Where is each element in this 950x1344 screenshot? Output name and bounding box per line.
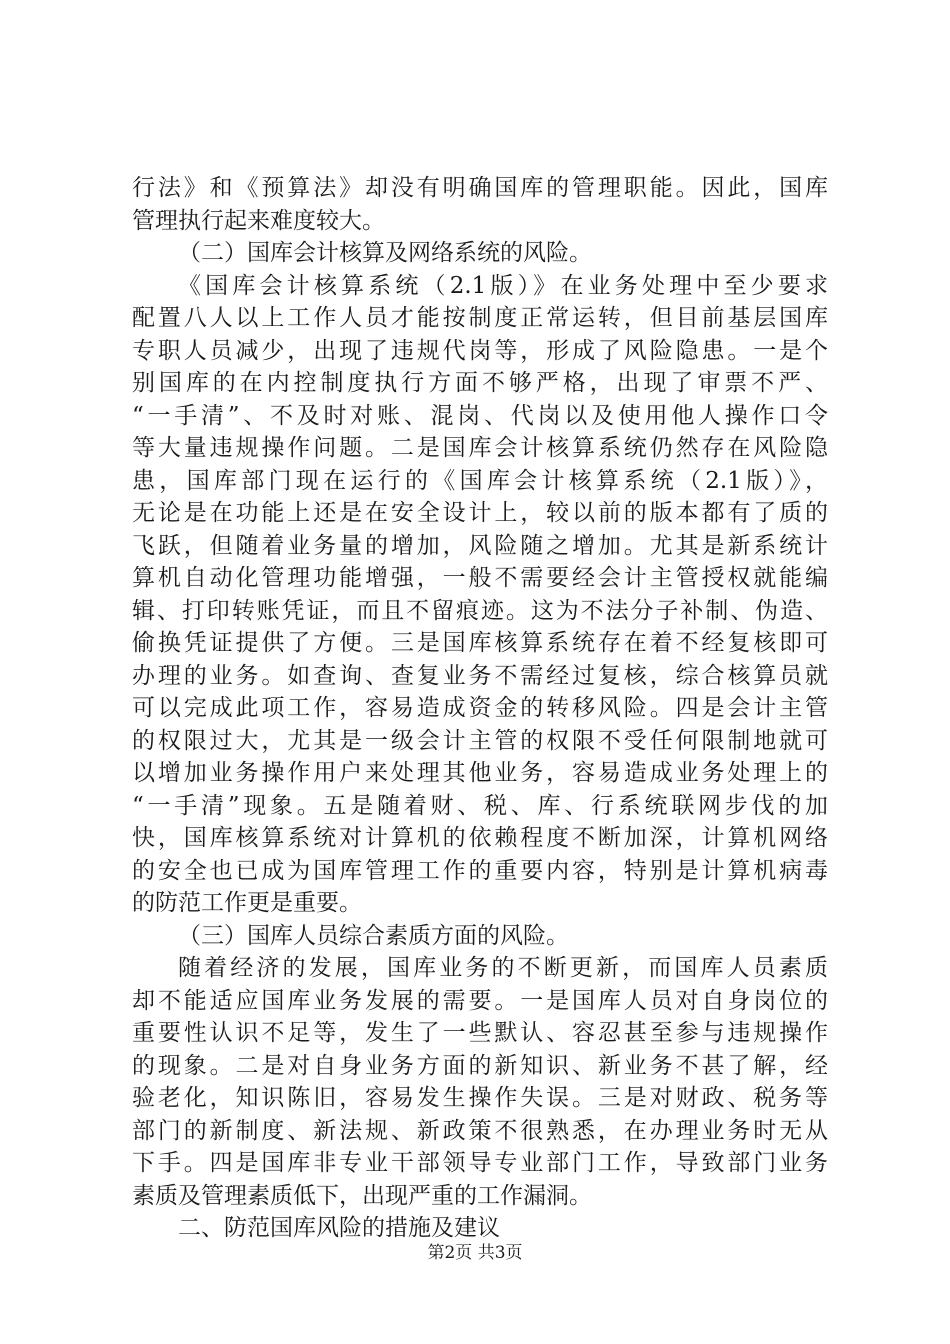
text-line: 的现象。二是对自身业务方面的新知识、新业务不甚了解，经 [132, 1052, 828, 1079]
text-line: 《国库会计核算系统（2.1版）》在业务处理中至少要求 [178, 272, 828, 299]
text-line: 的防范工作更是重要。 [132, 890, 362, 916]
text-line: 以增加业务操作用户来处理其他业务，容易造成业务处理上的 [132, 760, 828, 786]
text-line: 验老化，知识陈旧，容易发生操作失误。三是对财政、税务等 [132, 1085, 828, 1111]
text-line: 下手。四是国库非专业干部领导专业部门工作，导致部门业务 [132, 1150, 828, 1176]
text-line: 却不能适应国库业务发展的需要。一是国库人员对自身岗位的 [132, 987, 828, 1014]
text-line: 管理执行起来难度较大。 [132, 207, 385, 234]
text-line: 等大量违规操作问题。二是国库会计核算系统仍然存在风险隐 [132, 435, 828, 461]
text-line: 办理的业务。如查询、查复业务不需经过复核，综合核算员就 [132, 662, 828, 689]
page-footer: 第2页 共3页 [427, 1243, 523, 1263]
document-body [132, 172, 828, 1245]
text-line: “一手清”、不及时对账、混岗、代岗以及使用他人操作口令 [132, 402, 828, 429]
text-line: 配置八人以上工作人员才能按制度正常运转，但目前基层国库 [132, 305, 828, 331]
text-line: 部门的新制度、新法规、新政策不很熟悉，在办理业务时无从 [132, 1117, 828, 1144]
text-line: 行法》和《预算法》却没有明确国库的管理职能。因此，国库 [132, 175, 828, 201]
text-line: （二）国库会计核算及网络系统的风险。 [178, 240, 592, 266]
text-line: 专职人员减少，出现了违规代岗等，形成了风险隐患。一是个 [132, 337, 828, 364]
text-line: 算机自动化管理功能增强，一般不需要经会计主管授权就能编 [132, 565, 828, 591]
text-line: 的安全也已成为国库管理工作的重要内容，特别是计算机病毒 [132, 857, 828, 884]
text-line: 无论是在功能上还是在安全设计上，较以前的版本都有了质的 [132, 500, 828, 526]
text-line: 随着经济的发展，国库业务的不断更新，而国库人员素质 [178, 955, 828, 981]
text-line: 飞跃，但随着业务量的增加，风险随之增加。尤其是新系统计 [132, 532, 828, 559]
text-line: “一手清”现象。五是随着财、税、库、行系统联网步伐的加 [132, 792, 828, 819]
text-line: 二、防范国库风险的措施及建议 [178, 1215, 500, 1241]
text-line: 快，国库核算系统对计算机的依赖程度不断加深，计算机网络 [132, 825, 828, 851]
text-line: 患，国库部门现在运行的《国库会计核算系统（2.1版）》， [132, 467, 828, 494]
text-line: 重要性认识不足等，发生了一些默认、容忍甚至参与违规操作 [132, 1020, 828, 1046]
text-line: 偷换凭证提供了方便。三是国库核算系统存在着不经复核即可 [132, 630, 828, 656]
text-line: 辑、打印转账凭证，而且不留痕迹。这为不法分子补制、伪造、 [132, 597, 828, 624]
text-line: 素质及管理素质低下，出现严重的工作漏洞。 [132, 1182, 592, 1209]
text-line: （三）国库人员综合素质方面的风险。 [178, 922, 569, 949]
text-line: 可以完成此项工作，容易造成资金的转移风险。四是会计主管 [132, 695, 828, 721]
text-line: 别国库的在内控制度执行方面不够严格，出现了审票不严、 [132, 370, 828, 396]
text-line: 的权限过大，尤其是一级会计主管的权限不受任何限制地就可 [132, 727, 828, 754]
